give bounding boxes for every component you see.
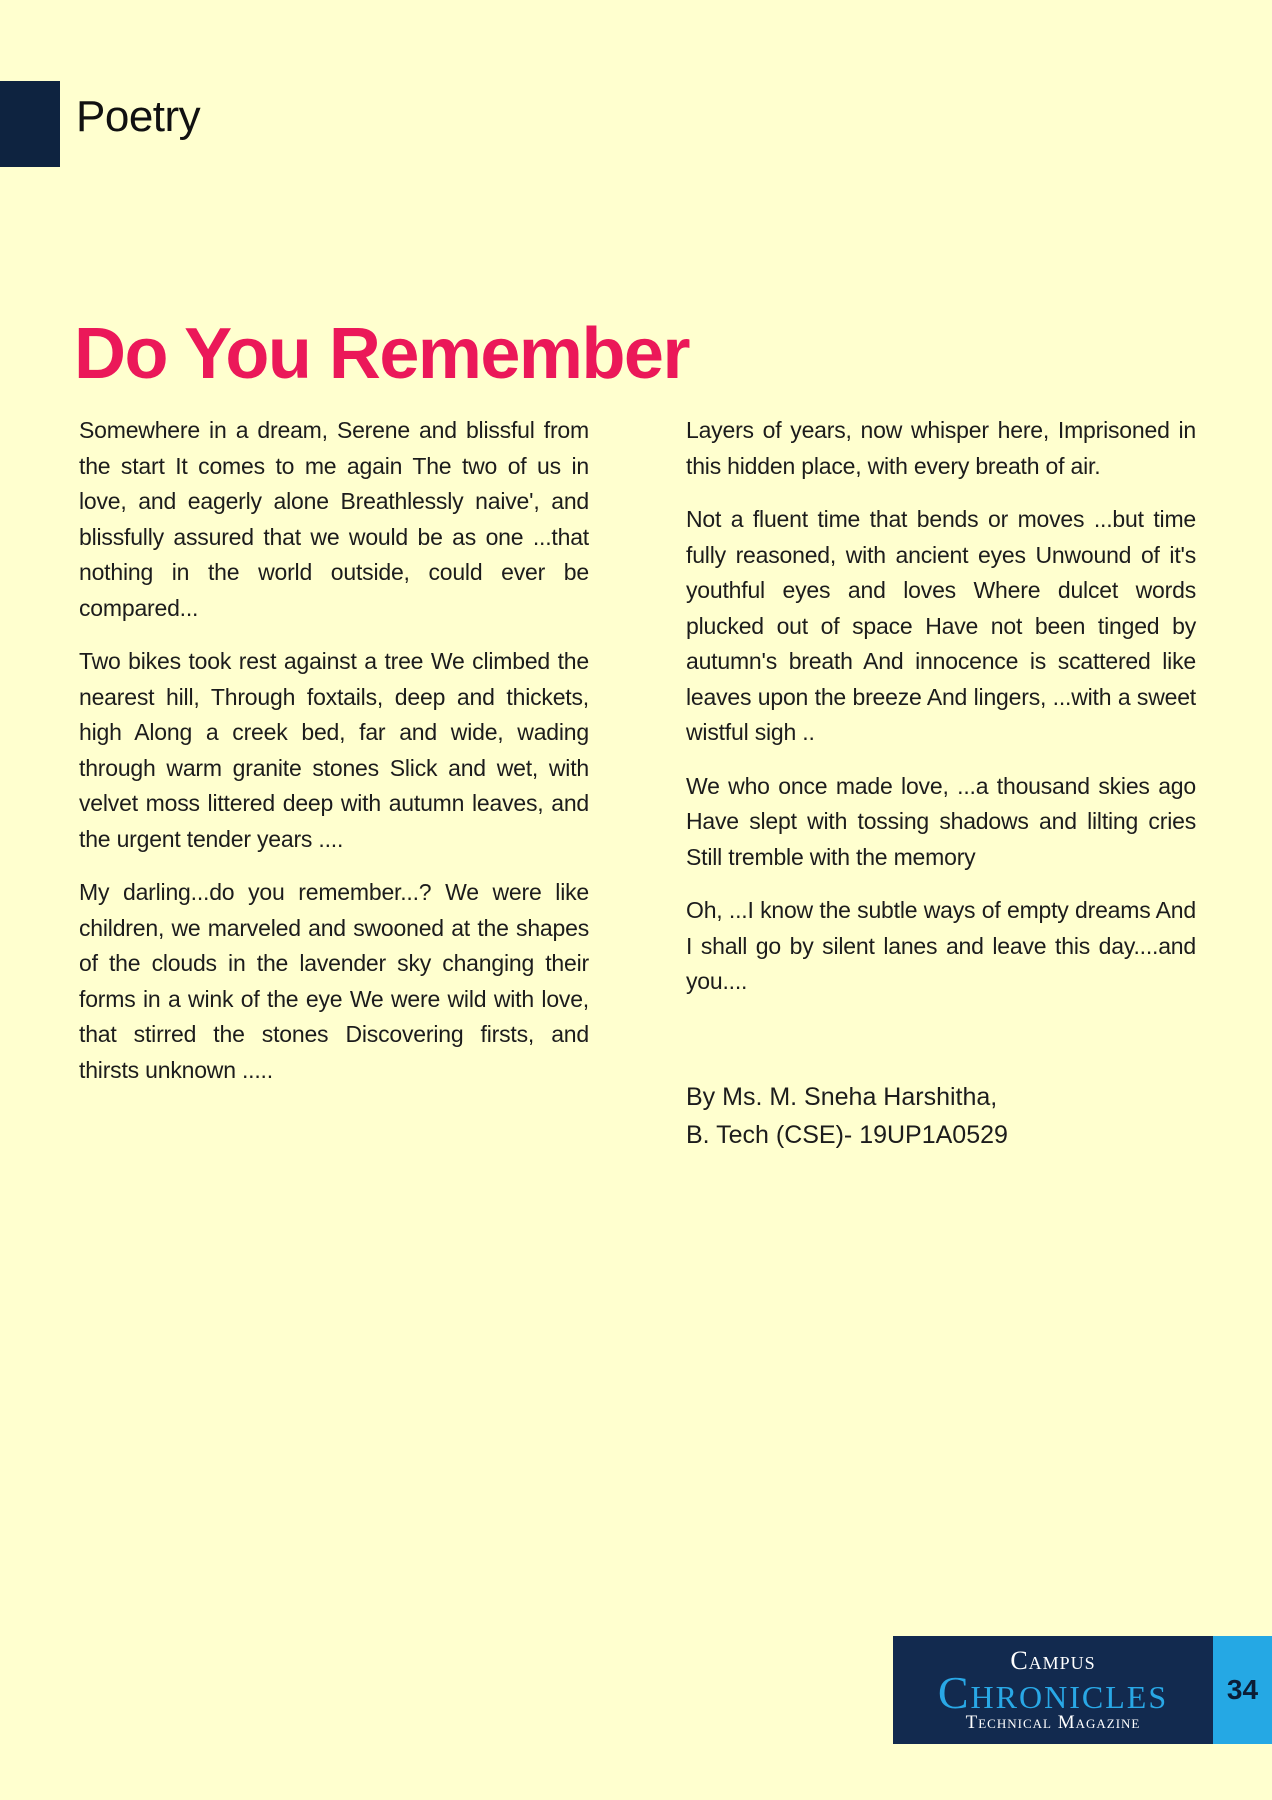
author-course: B. Tech (CSE)- 19UP1A0529 [686, 1121, 1008, 1149]
stanza: Layers of years, now whisper here, Imprisoned in this hidden place, with every breath of air. [686, 417, 1196, 479]
page-number: 34 [1213, 1636, 1272, 1744]
logo-top-text: Campus [1010, 1646, 1096, 1675]
article-title: Do You Remember [74, 314, 689, 394]
stanza: Oh, ...I know the subtle ways of empty dreams And I shall go by silent lanes and leave this day....and you.... [686, 897, 1196, 994]
section-marker [0, 81, 60, 167]
author-name: By Ms. M. Sneha Harshitha, [686, 1083, 998, 1111]
section-label: Poetry [76, 92, 201, 141]
stanza: We who once made love, ...a thousand skies ago Have slept with tossing shadows and lilting cries Still tremble with the memory [686, 772, 1196, 870]
stanza: Not a fluent time that bends or moves ...but time fully reasoned, with ancient eyes Unwound of it's youthful eyes and loves Where dulcet words plucked out of space Have not been tinged by autumn's breath And innocence is scattered like leaves upon the breeze And lingers, ...with a sweet wistful sigh .. [686, 506, 1196, 745]
left-column [79, 413, 589, 1106]
stanza: My darling...do you remember...? We were like children, we marveled and swooned at the shapes of the clouds in the lavender sky changing their forms in a wink of the eye We were wild with love, that stirred the stones Discovering firsts, and thirsts unknown ..... [79, 879, 589, 1083]
stanza: Somewhere in a dream, Serene and blissful from the start It comes to me again The two of us in love, and eagerly alone Breathlessly naive', and blissfully assured that we would be as one ...that nothing in the world outside, could ever be compared... [79, 417, 589, 621]
byline [686, 1078, 1008, 1154]
stanza: Two bikes took rest against a tree We climbed the nearest hill, Through foxtails, deep and thickets, high Along a creek bed, far and wide, wading through warm granite stones Slick and wet, with velvet moss littered deep with autumn leaves, and the urgent tender years .... [79, 648, 589, 852]
magazine-logo [893, 1636, 1213, 1744]
right-column [686, 413, 1196, 1018]
logo-main-text: Chronicles [937, 1667, 1169, 1718]
logo-sub-text: Technical Magazine [965, 1712, 1141, 1733]
